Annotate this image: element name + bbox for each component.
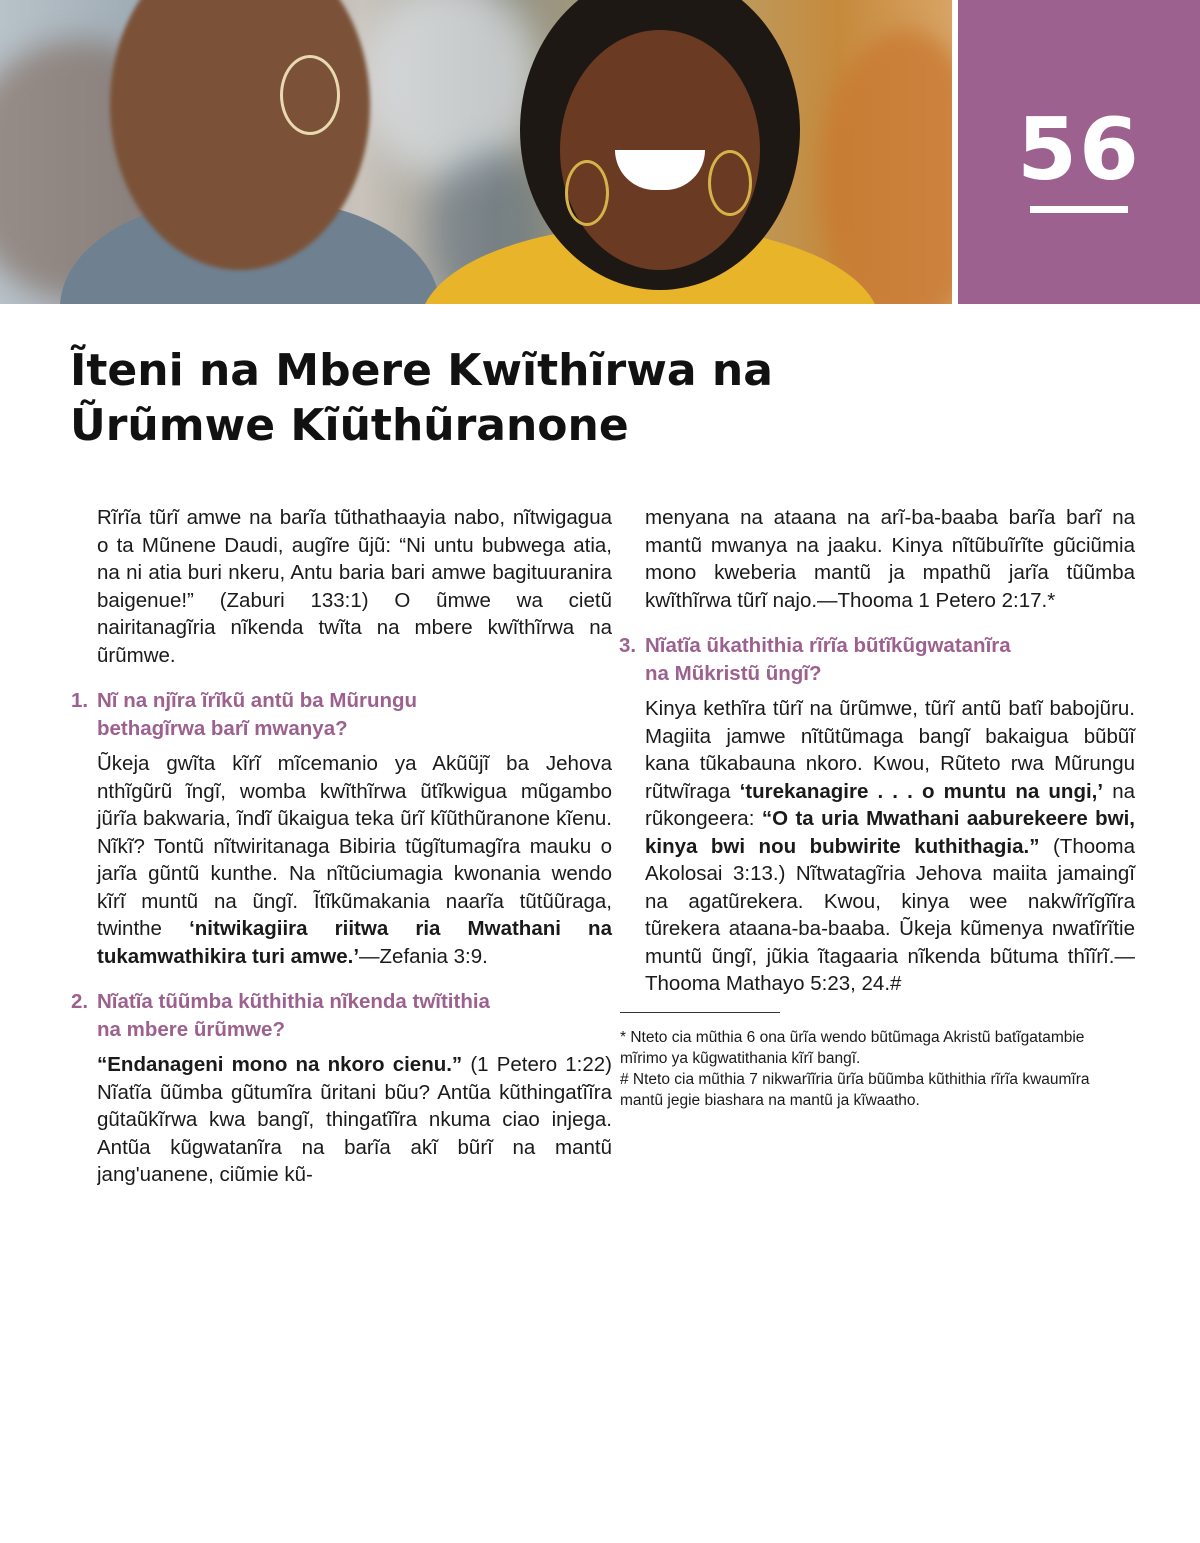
question-1-line-2: bethagĩrwa barĩ mwanya? [97, 716, 348, 740]
scripture-quote: ‘nitwikagiira riitwa ria Mwathani na tukamwathikira turi amwe.’ [97, 917, 612, 968]
scripture-reference: —Zefania 3:9. [359, 944, 488, 968]
lesson-number: 56 [1017, 100, 1141, 200]
answer-text: Ũkeja gwĩta kĩrĩ mĩcemanio ya Akũũjĩ ba Jehova nthĩgũrũ ĩngĩ, womba kwĩthĩrwa ũtĩkwigua mũgambo jũrĩa bakwaria, ĩndĩ ũkaigua teka ũrĩ kĩũthũranone kĩenu. Nĩkĩ? Tontũ nĩtwiritanaga Bibiria tũgĩtumagĩra mauku o jarĩa gũntũ kunthe. Na nĩtũciumagia kwonania wendo kĩrĩ muntũ na ũngĩ. Ĩtĩkũmakania naarĩa tũtũũraga, twinthe [97, 752, 612, 940]
question-2-answer [97, 1051, 612, 1189]
question-1-answer [97, 750, 612, 970]
answer-text: (1 Petero 1:22) Nĩatĩa ũũmba gũtumĩra ũritani bũu? Antũa kũthingatĩĩra gũtaũkĩrwa kwa bangĩ, thingatĩĩra nkuma ciao injega. Antũa kũgwatanĩra na barĩa akĩ bũrĩ na mantũ jang'uanene, ciũmie kũ- [97, 1053, 612, 1186]
question-3 [619, 632, 1135, 687]
question-1 [71, 687, 612, 742]
photo-background-shape [360, 0, 540, 180]
lesson-number-panel [958, 0, 1200, 304]
question-3-answer [645, 695, 1135, 998]
lesson-title [70, 343, 930, 453]
footnote-1: * Nteto cia mũthia 6 ona ũrĩa wendo bũtũmaga Akristũ batĩgatambie mĩrimo ya kũgwatithania kĩrĩ bangĩ. [620, 1028, 1085, 1067]
right-column [619, 504, 1136, 1111]
question-number: 3. [619, 634, 637, 657]
lesson-number-underline [1030, 206, 1128, 213]
question-2-heading [71, 988, 612, 1043]
left-column [71, 504, 612, 1189]
question-2-line-1: Nĩatĩa tũũmba kũthithia nĩkenda twĩtithia [97, 990, 490, 1013]
hoop-earring [280, 55, 340, 135]
photo-background-shape [820, 30, 952, 304]
header-photo [0, 0, 952, 304]
hoop-earring [708, 150, 752, 216]
answer-text-continued: menyana na ataana na arĩ-ba-baaba barĩa barĩ na mantũ mwanya na jaaku. Kinya nĩtũbuĩrĩte gũciũmia mono kweberia mantũ ja mpathũ jarĩa tũũmba kwĩthĩrwa tũrĩ najo.—Thooma 1 Petero 2:17.* [645, 506, 1135, 612]
question-2-answer-continued [645, 504, 1135, 614]
footnotes [620, 1012, 1135, 1111]
title-line-1: Ĩteni na Mbere Kwĩthĩrwa na [70, 345, 773, 396]
intro-paragraph: Rĩrĩa tũrĩ amwe na barĩa tũthathaayia nabo, nĩtwigagua o ta Mũnene Daudi, augĩre ũjũ: “Ni untu bubwega atia, na ni atia buri nkeru, Antu baria bari amwe bagituuranira baigenue!” (Zaburi 133:1) O ũmwe wa cietũ nairitanagĩria nĩkenda twĩta na mbere kwĩthĩrwa na ũrũmwe. [97, 506, 612, 667]
answer-text: Kinya kethĩra tũrĩ na ũrũmwe, tũrĩ antũ batĩ babojũru. Magiita jamwe nĩtũtũmaga bangĩ bakaigua bũbũĩ kana tũkabauna nkoro. Kwou, Rũteto rwa Mũrungu rũtwĩraga [645, 697, 1135, 803]
question-3-heading [619, 632, 1135, 687]
question-number: 1. [71, 689, 89, 712]
scripture-quote: “Endanageni mono na nkoro cienu.” [97, 1053, 463, 1076]
answer-text: (Thooma Akolosai 3:13.) Nĩtwatagĩria Jehova maiita jamaingĩ na agatũrekera. Kwou, kinya wee nakwĩrĩgĩĩra tũrekera ataana-ba-baaba. Ũkeja kũmenya nwatĩrĩtie muntũ ũngĩ, jũkia ĩtagaaria nĩkenda bũtuma thĩĩrĩ.—Thooma Mathayo 5:23, 24.# [645, 834, 1135, 995]
answer-text: na rũkongeera: [645, 779, 1136, 830]
question-number: 2. [71, 990, 89, 1013]
question-1-heading [71, 687, 612, 742]
question-2-line-2: na mbere ũrũmwe? [97, 1017, 285, 1041]
title-line-2: Ũrũmwe Kĩũthũranone [70, 400, 629, 451]
scripture-quote: “O ta uria Mwathani aaburekeere bwi, kinya bwi nou bubwirite kuthithagia.” [645, 807, 1135, 858]
footnote-divider [620, 1012, 780, 1013]
scripture-quote: ‘turekanagire . . . o muntu na ungi,’ [739, 779, 1104, 803]
hoop-earring [565, 160, 609, 226]
question-2 [71, 988, 612, 1043]
question-3-line-1: Nĩatĩa ũkathithia rĩrĩa bũtĩkũgwatanĩra [645, 634, 1011, 657]
footnote-2: # Nteto cia mũthia 7 nikwarĩĩria ũrĩa bũũmba kũthithia rĩrĩa kwaumĩra mantũ jegie biashara na mantũ ja kĩwaatho. [620, 1070, 1090, 1109]
question-1-line-1: Nĩ na njĩra ĩrĩkũ antũ ba Mũrungu [97, 689, 418, 712]
question-3-line-2: na Mũkristũ ũngĩ? [645, 661, 822, 685]
